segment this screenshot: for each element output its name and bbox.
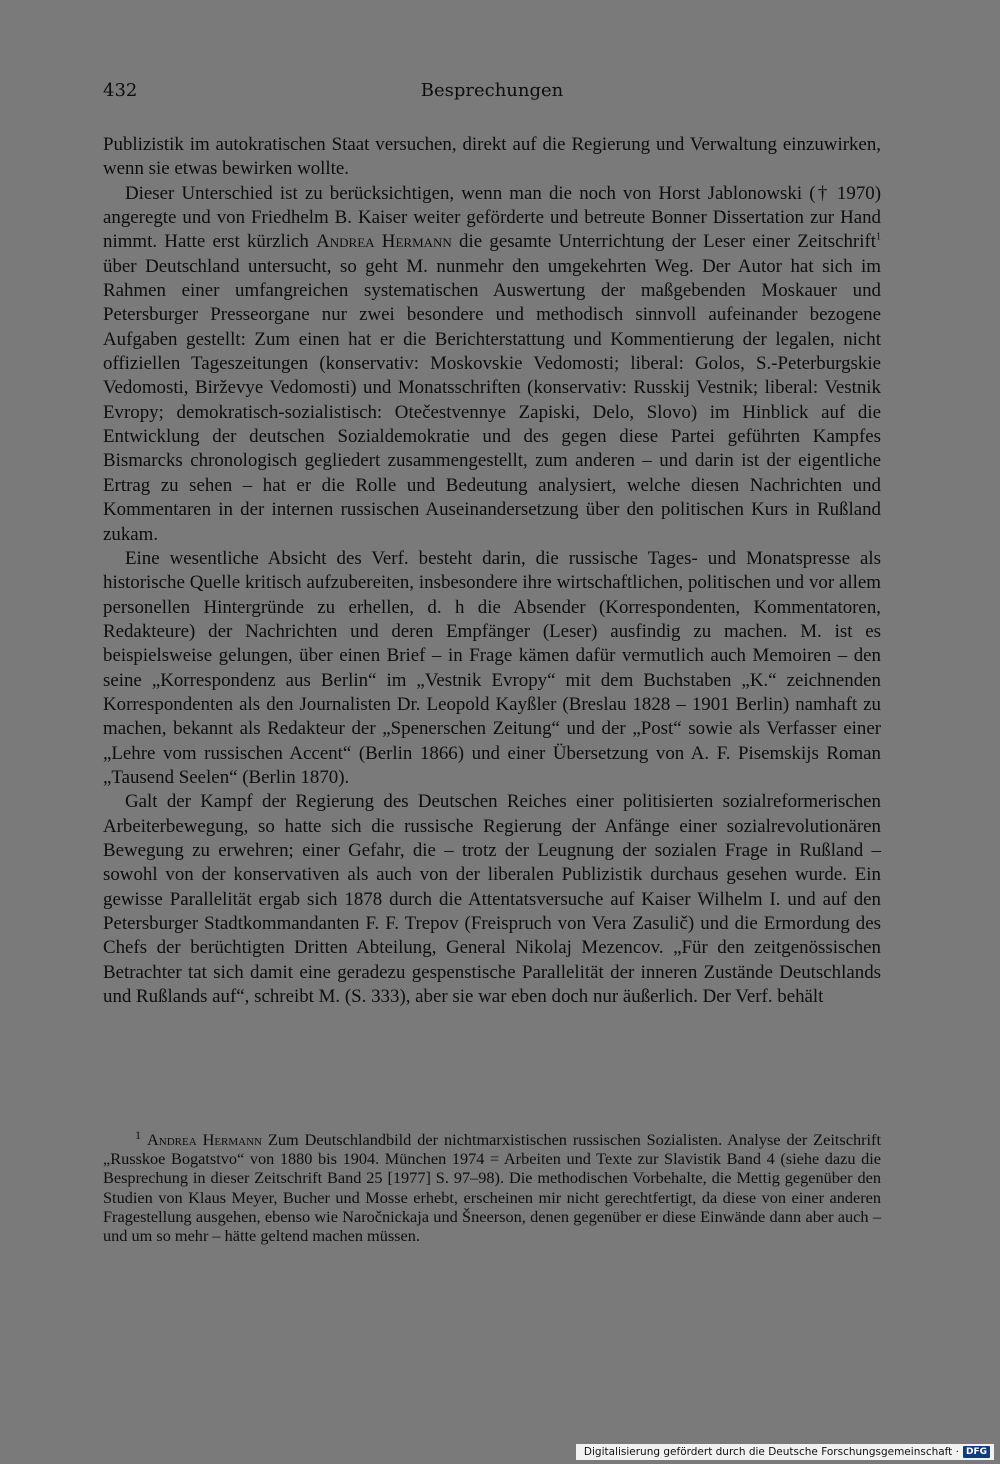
paragraph-4: Galt der Kampf der Regierung des Deutschen Reiches einer politisierten sozialreformerischen Arbeiterbewegung, so hatte sich die russische Regierung der Anfänge einer sozialrevolutionären Bewegung zu erwehren; einer Gefahr, die – trotz der Leugnung der sozialen Frage in Rußland – sowohl von der konservativen als auch von der liberalen Publizistik durchaus gesehen wurde. Ein gewisse Parallelität ergab sich 1878 durch die Attentatsversuche auf Kaiser Wilhelm I. und auf den Petersburger Stadtkommandanten F. F. Trepov (Freispruch von Vera Zasulič) und die Ermordung des Chefs der berüchtigten Dritten Abteilung, General Nikolaj Mezencov. „Für den zeitgenössischen Betrachter tat sich damit eine geradezu gespenstische Parallelität der inneren Zustände Deutschlands und Rußlands auf“, schreibt M. (S. 333), aber sie war eben doch nur äußerlich. Der Verf. behält xyxy=(103,791,881,1008)
dfg-logo-icon: DFG xyxy=(963,1446,990,1458)
footnote-text: Zum Deutschlandbild der nichtmarxistischen russischen Sozialisten. Analyse der Zeitschrift „Russkoe Bogatstvo“ von 1880 bis 1904. München 1974 = Arbeiten und Texte zur Slavistik Band 4 (siehe dazu die Besprechung in dieser Zeitschrift Band 25 [1977] S. 97–98). Die methodischen Vorbehalte, die Mettig gegenüber den Studien von Klaus Meyer, Bucher und Mosse erhebt, erscheinen mir nicht gerechtfertigt, da diese von einer anderen Fragestellung ausgehen, ebenso wie Naročnickaja und Šneerson, denen gegenüber er diese Einwände dann aber auch – und um so mehr – hätte geltend machen müssen. xyxy=(103,1130,881,1246)
paragraph-2-part-a: Dieser Unterschied ist zu berücksichtigen, wenn man die noch von Horst Jablonowski († 1970) angeregte und von Friedhelm B. Kaiser weiter geförderte und betreute Bonner Dissertation zur Hand nimmt. Hatte erst kürzlich xyxy=(103,182,881,253)
paragraph-2-part-b: die gesamte Unterrichtung der Leser einer Zeitschrift xyxy=(459,231,876,253)
cited-author: Andrea Hermann xyxy=(316,231,452,253)
paragraph-2 xyxy=(103,182,881,547)
digitization-notice xyxy=(576,1444,994,1460)
footnotes xyxy=(103,1127,881,1246)
page-number: 432 xyxy=(103,80,138,101)
footnote-1 xyxy=(103,1127,881,1246)
body-text xyxy=(103,133,881,1009)
footnote-reference[interactable]: 1 xyxy=(876,232,881,244)
paragraph-3: Eine wesentliche Absicht des Verf. besteht darin, die russische Tages- und Monatspresse als historische Quelle kritisch aufzubereiten, insbesondere ihre wirtschaftlichen, politischen und vor allem personellen Hintergründe zu erhellen, d. h die Absender (Korrespondenten, Kommentatoren, Redakteure) der Nachrichten und deren Empfänger (Leser) ausfindig zu machen. M. ist es beispielsweise gelungen, über einen Brief – in Frage kämen dafür vermutlich auch Memoiren – den seine „Korrespondenz aus Berlin“ im „Vestnik Evropy“ mit dem Buchstaben „K.“ zeichnenden Korrespondenten als den Journalisten Dr. Leopold Kayßler (Breslau 1828 – 1901 Berlin) namhaft zu machen, bekannt als Redakteur der „Spenerschen Zeitung“ und der „Post“ sowie als Verfasser einer „Lehre vom russischen Accent“ (Berlin 1866) und einer Übersetzung von A. F. Pisemskijs Roman „Tausend Seelen“ (Berlin 1870). xyxy=(103,547,881,788)
footnote-number: 1 xyxy=(135,1127,141,1142)
digitization-text: Digitalisierung gefördert durch die Deutsche Forschungsgemeinschaft · xyxy=(583,1446,959,1458)
paragraph-2-part-c: über Deutschland untersucht, so geht M. nunmehr den umgekehrten Weg. Der Autor hat sich im Rahmen einer umfangreichen systematischen Auswertung der maßgebenden Moskauer und Petersburger Presseorgane nur zwei besondere und methodisch sinnvoll aufeinander bezogene Aufgaben gestellt: Zum einen hat er die Berichterstattung und Kommentierung der legalen, nicht offiziellen Tageszeitungen (konservativ: Moskovskie Vedomosti; liberal: Golos, S.-Peterburgskie Vedomosti, Birževye Vedomosti) und Monatsschriften (konservativ: Russkij Vestnik; liberal: Vestnik Evropy; demokratisch-sozialistisch: Otečestvennye Zapiski, Delo, Slovo) im Hinblick auf die Entwicklung der deutschen Sozialdemokratie und des gegen diese Partei geführten Kampfes Bismarcks chronologisch gegliedert zusammengestellt, zum anderen – und darin ist der eigentliche Ertrag zu sehen – hat er die Rolle und Bedeutung analysiert, welche diesen Nachrichten und Kommentaren in der internen russischen Auseinandersetzung über den politischen Kurs in Rußland zukam. xyxy=(103,255,881,545)
running-head: Besprechungen xyxy=(420,80,564,101)
paragraph-1: Publizistik im autokratischen Staat versuchen, direkt auf die Regierung und Verwaltung einzuwirken, wenn sie etwas bewirken wollte. xyxy=(103,134,881,180)
footnote-author: Andrea Hermann xyxy=(147,1130,262,1149)
